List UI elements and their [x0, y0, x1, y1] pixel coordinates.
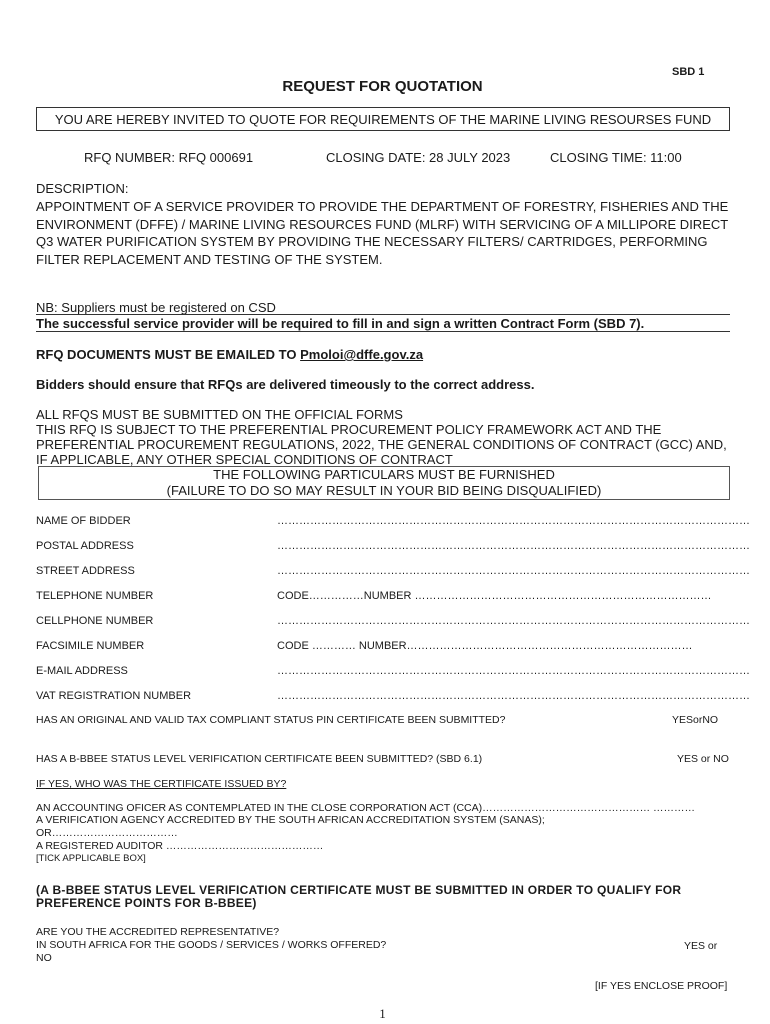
field-label: POSTAL ADDRESS — [36, 540, 134, 552]
email-prefix: RFQ DOCUMENTS MUST BE EMAILED TO — [36, 347, 301, 362]
field-label: TELEPHONE NUMBER — [36, 590, 154, 602]
contract-note: The successful service provider will be required to fill in and sign a written Contract Form (SBD 7). — [36, 316, 645, 331]
postal-address-input[interactable]: ………………………………………………………………………………………………………………… — [277, 540, 750, 552]
tax-answer[interactable]: YESorNO — [672, 714, 719, 726]
option-or: OR……………………………… — [36, 827, 178, 839]
field-label: VAT REGISTRATION NUMBER — [36, 690, 192, 702]
particulars-box — [38, 466, 730, 500]
option-verification-agency[interactable]: A VERIFICATION AGENCY ACCREDITED BY THE SOUTH AFRICAN ACCREDITATION SYSTEM (SANAS); — [36, 814, 545, 826]
bbbee-answer[interactable]: YES or NO — [677, 753, 729, 765]
option-accounting-officer[interactable]: AN ACCOUNTING OFICER AS CONTEMPLATED IN THE CLOSE CORPORATION ACT (CCA)………………………………………… ………… — [36, 802, 696, 814]
tax-question: HAS AN ORIGINAL AND VALID TAX COMPLIANT STATUS PIN CERTIFICATE BEEN SUBMITTED? — [36, 714, 506, 726]
email-link[interactable]: Pmoloi@dffe.gov.za — [300, 347, 424, 362]
field-label: NAME OF BIDDER — [36, 515, 131, 527]
vat-input[interactable]: ………………………………………………………………………………………………………………… — [277, 690, 750, 702]
email-input[interactable]: ………………………………………………………………………………………………………………… — [277, 665, 750, 677]
bbbee-requirement-note: (A B-BBEE STATUS LEVEL VERIFICATION CERTIFICATE MUST BE SUBMITTED IN ORDER TO QUALIFY FOR PREFERENCE POINTS FOR B-BBEE) — [36, 883, 682, 910]
closing-date: CLOSING DATE: 28 JULY 2023 — [326, 150, 511, 165]
closing-time: CLOSING TIME: 11:00 — [550, 150, 682, 165]
page-title: REQUEST FOR QUOTATION — [282, 78, 483, 95]
enclose-proof-note: [IF YES ENCLOSE PROOF] — [595, 980, 728, 992]
field-label: E-MAIL ADDRESS — [36, 665, 128, 677]
street-address-input[interactable]: ………………………………………………………………………………………………………………… — [277, 565, 750, 577]
representative-answer-no[interactable]: NO — [36, 952, 52, 964]
subject-to-note: THIS RFQ IS SUBJECT TO THE PREFERENTIAL PROCUREMENT POLICY FRAMEWORK ACT AND THE PREFERENTIAL PROCUREMENT REGULATIONS, 2022, THE GENERAL CONDITIONS OF CONTRACT (GCC) AND, IF APPLICABLE, ANY OTHER SPECIAL CONDITIONS OF CONTRACT — [36, 422, 727, 467]
delivery-note: Bidders should ensure that RFQs are delivered timeously to the correct address. — [36, 377, 535, 392]
bbbee-question: HAS A B-BBEE STATUS LEVEL VERIFICATION CERTIFICATE BEEN SUBMITTED? (SBD 6.1) — [36, 753, 483, 765]
option-registered-auditor[interactable]: A REGISTERED AUDITOR ……………………………………… — [36, 840, 324, 852]
representative-question-1: ARE YOU THE ACCREDITED REPRESENTATIVE? — [36, 926, 280, 938]
conditions-block — [36, 407, 736, 467]
divider — [36, 331, 730, 332]
particulars-line-2: (FAILURE TO DO SO MAY RESULT IN YOUR BID BEING DISQUALIFIED) — [166, 483, 602, 498]
name-of-bidder-input[interactable]: ………………………………………………………………………………………………………………… — [277, 515, 750, 527]
telephone-input[interactable]: CODE……………NUMBER ……………………………………………………………………… — [277, 590, 712, 602]
representative-answer-yes[interactable]: YES or — [684, 940, 718, 952]
form-code: SBD 1 — [672, 66, 705, 78]
rfq-number: RFQ NUMBER: RFQ 000691 — [84, 150, 254, 165]
invitation-box: YOU ARE HEREBY INVITED TO QUOTE FOR REQUIREMENTS OF THE MARINE LIVING RESOURSES FUND — [36, 107, 730, 131]
description-heading: DESCRIPTION: — [36, 181, 129, 196]
field-label: CELLPHONE NUMBER — [36, 615, 154, 627]
particulars-line-1: THE FOLLOWING PARTICULARS MUST BE FURNISHED — [213, 467, 555, 482]
representative-question-2: IN SOUTH AFRICA FOR THE GOODS / SERVICES / WORKS OFFERED? — [36, 939, 387, 951]
email-instruction — [36, 347, 423, 362]
facsimile-input[interactable]: CODE ………… NUMBER…………………………………………………………………… — [277, 640, 693, 652]
cellphone-input[interactable]: ………………………………………………………………………………………………………………… — [277, 615, 750, 627]
official-forms-note: ALL RFQS MUST BE SUBMITTED ON THE OFFICIAL FORMS — [36, 407, 403, 422]
csd-note: NB: Suppliers must be registered on CSD — [36, 300, 276, 315]
page-number: 1 — [379, 1006, 386, 1021]
description-body: APPOINTMENT OF A SERVICE PROVIDER TO PROVIDE THE DEPARTMENT OF FORESTRY, FISHERIES AND THE ENVIRONMENT (DFFE) / MARINE LIVING RESOURCES FUND (MLRF) WITH SERVICING OF A MILLIPORE DIRECT Q3 WATER PURIFICATION SYSTEM BY PROVIDING THE NECESSARY FILTERS/ CARTRIDGES, PERFORMING FILTER REPLACEMENT AND TESTING OF THE SYSTEM. — [36, 199, 729, 267]
issued-by-question: IF YES, WHO WAS THE CERTIFICATE ISSUED BY? — [36, 778, 287, 790]
tick-instruction: [TICK APPLICABLE BOX] — [36, 853, 146, 864]
divider — [36, 314, 730, 315]
field-label: STREET ADDRESS — [36, 565, 135, 577]
field-label: FACSIMILE NUMBER — [36, 640, 145, 652]
